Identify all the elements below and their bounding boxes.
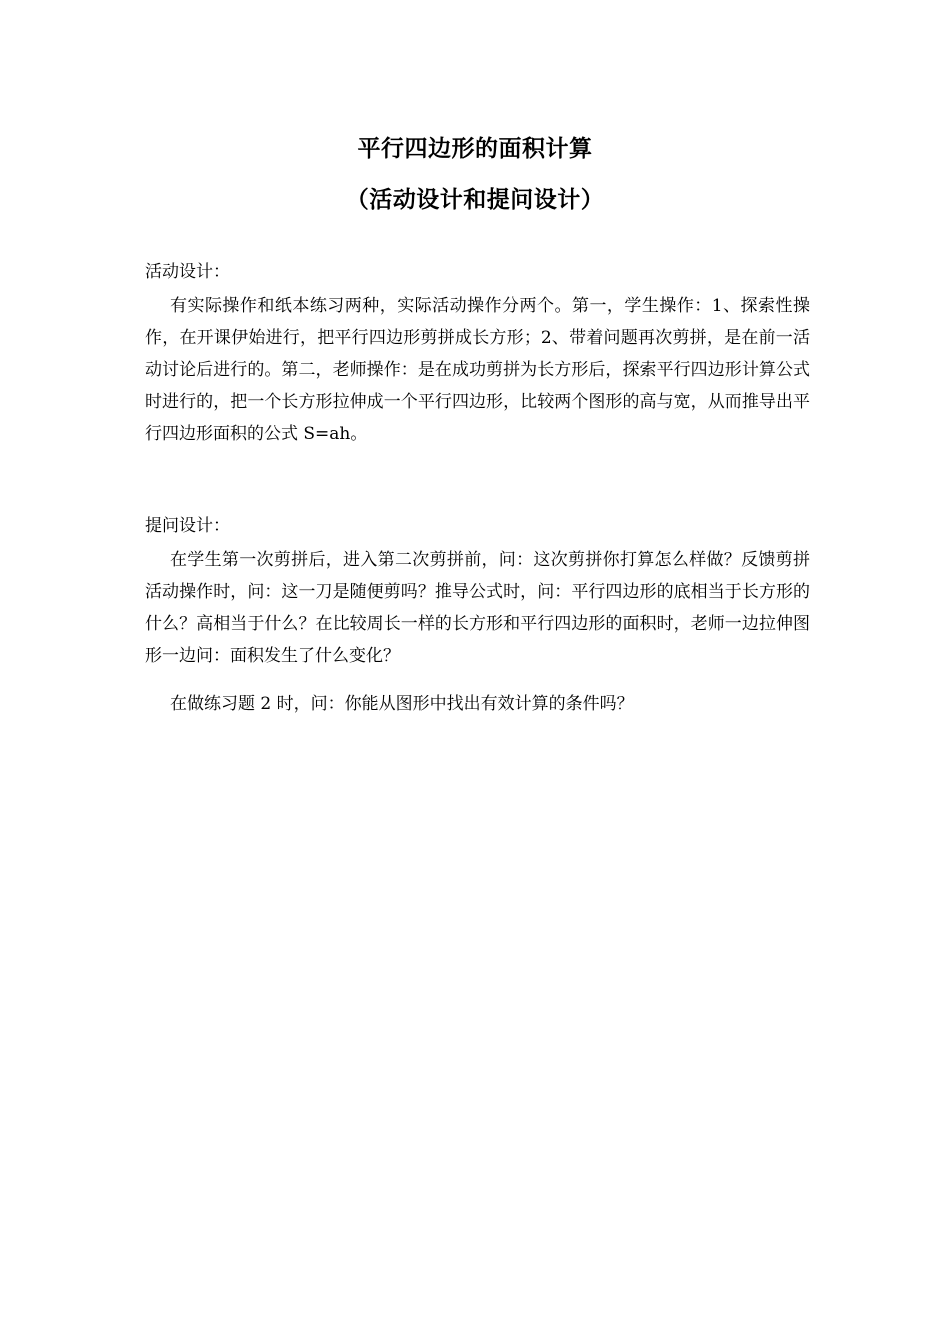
questions-paragraph: 在学生第一次剪拼后，进入第二次剪拼前，问：这次剪拼你打算怎么样做？反馈剪拼活动操作时，问：这一刀是随便剪吗？推导公式时，问：平行四边形的底相当于长方形的什么？高相当于什么？在比较周长一样的长方形和平行四边形的面积时，老师一边拉伸图形一边问：面积发生了什么变化？ — [145, 550, 810, 666]
document-subtitle: （活动设计和提问设计） — [345, 187, 605, 213]
document-title: 平行四边形的面积计算 — [357, 136, 593, 162]
section-heading-questions: 提问设计： — [145, 516, 230, 536]
exercise-question-paragraph: 在做练习题 2 时，问：你能从图形中找出有效计算的条件吗？ — [170, 694, 634, 714]
section-heading-activity: 活动设计： — [145, 262, 230, 282]
activity-paragraph: 有实际操作和纸本练习两种，实际活动操作分两个。第一，学生操作：1、探索性操作，在开课伊始进行，把平行四边形剪拼成长方形；2、带着问题再次剪拼，是在前一活动讨论后进行的。第二，老师操作：是在成功剪拼为长方形后，探索平行四边形计算公式时进行的，把一个长方形拉伸成一个平行四边形，比较两个图形的高与宽，从而推导出平行四边形面积的公式 S=ah。 — [145, 296, 810, 444]
